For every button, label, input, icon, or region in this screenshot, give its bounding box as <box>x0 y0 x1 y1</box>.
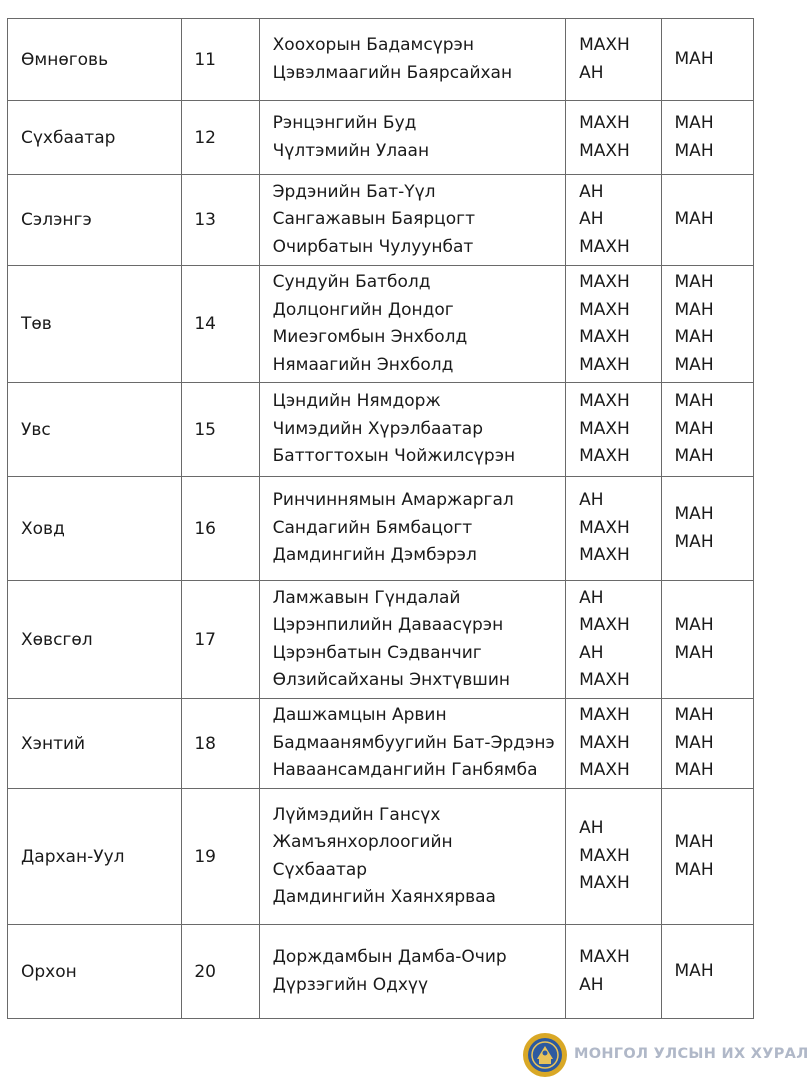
table-row <box>8 477 754 581</box>
district-number: 13 <box>194 210 216 230</box>
party-label: МАХН <box>579 418 630 439</box>
party-label: МАХН <box>579 140 630 161</box>
aimag-name: Сэлэнгэ <box>21 210 92 230</box>
aimag-name: Орхон <box>21 961 77 982</box>
district-number-cell <box>182 581 259 699</box>
member-name: Очирбатын Чулуунбат <box>272 236 474 257</box>
table-row <box>8 581 754 699</box>
table-row <box>8 266 754 383</box>
party-label: МАХН <box>579 299 630 320</box>
seat-cell <box>661 925 753 1019</box>
member-name: Сундуйн Батболд <box>272 272 431 292</box>
member-name: Ламжавын Гүндалай <box>272 587 461 608</box>
aimag-cell <box>8 101 182 175</box>
seat-cell <box>661 383 753 477</box>
aimag-name: Өмнөговь <box>21 49 109 70</box>
seat-label: МАН <box>674 705 714 726</box>
party-label: МАХН <box>579 670 630 690</box>
party-label: АН <box>579 62 604 83</box>
seat-label: МАН <box>674 615 714 635</box>
party-label: МАХН <box>579 732 630 753</box>
member-name: Наваансамдангийн Ганбямба <box>272 760 538 781</box>
member-name: Миеэгомбын Энхболд <box>272 327 468 347</box>
district-number: 12 <box>194 127 216 148</box>
member-name: Чимэдийн Хүрэлбаатар <box>272 418 483 439</box>
table-row <box>8 699 754 789</box>
party-label: МАХН <box>579 354 630 375</box>
member-name: Дашжамцын Арвин <box>272 705 447 726</box>
seat-label: МАН <box>674 446 714 467</box>
district-number-cell <box>182 789 259 925</box>
member-name: Дорждамбын Дамба-Очир <box>272 947 507 967</box>
member-names-cell <box>259 699 565 789</box>
district-number-cell <box>182 175 259 266</box>
aimag-name: Дархан-Уул <box>21 846 125 867</box>
district-number: 14 <box>194 314 216 334</box>
party-label: МАХН <box>579 272 630 292</box>
member-name: Сангажавын Баярцогт <box>272 209 475 230</box>
member-name: Хоохорын Бадамсүрэн <box>272 35 475 55</box>
district-number: 15 <box>194 419 216 440</box>
party-label: МАХН <box>579 845 630 866</box>
party-label: АН <box>579 587 604 608</box>
district-number-cell <box>182 383 259 477</box>
seat-label: МАН <box>674 391 714 412</box>
party-label: АН <box>579 209 604 230</box>
seat-label: МАН <box>674 531 714 552</box>
member-name: Дүрзэгийн Одхүү <box>272 974 429 995</box>
aimag-name: Сүхбаатар <box>21 127 116 148</box>
seat-label: МАН <box>674 859 714 880</box>
party-cell <box>566 383 661 477</box>
seat-cell <box>661 175 753 266</box>
party-label: АН <box>579 490 604 511</box>
member-names-cell <box>259 266 565 383</box>
member-name: Баттогтохын Чойжилсүрэн <box>272 446 516 467</box>
party-label: МАХН <box>579 947 630 967</box>
member-names-cell <box>259 925 565 1019</box>
member-name: Рэнцэнгийн Буд <box>272 113 417 133</box>
seat-cell <box>661 477 753 581</box>
table-row <box>8 19 754 101</box>
member-name: Өлзийсайханы Энхтүвшин <box>272 670 511 690</box>
table-row <box>8 925 754 1019</box>
seat-cell <box>661 789 753 925</box>
party-label: МАХН <box>579 113 630 133</box>
member-names-cell <box>259 789 565 925</box>
seat-label: МАН <box>674 113 714 133</box>
seat-label: МАН <box>674 327 714 347</box>
seat-cell <box>661 699 753 789</box>
district-number: 11 <box>194 49 216 70</box>
table-row <box>8 101 754 175</box>
district-number-cell <box>182 477 259 581</box>
party-cell <box>566 101 661 175</box>
member-names-cell <box>259 383 565 477</box>
party-cell <box>566 581 661 699</box>
party-label: МАХН <box>579 545 630 566</box>
party-label: МАХН <box>579 446 630 467</box>
member-name: Сүхбаатар <box>272 859 368 880</box>
district-number-cell <box>182 266 259 383</box>
member-name: Сандагийн Бямбацогт <box>272 517 473 538</box>
party-label: АН <box>579 974 604 995</box>
footer-logo <box>522 1032 809 1080</box>
party-label: АН <box>579 642 604 663</box>
party-label: АН <box>579 181 604 202</box>
seat-label: МАН <box>674 732 714 753</box>
members-table <box>7 18 754 1019</box>
seat-label: МАН <box>674 354 714 375</box>
party-label: МАХН <box>579 705 630 726</box>
state-emblem-seal-icon <box>522 1032 568 1078</box>
member-name: Бадмаанямбуугийн Бат-Эрдэнэ <box>272 732 555 753</box>
aimag-name: Төв <box>21 314 52 334</box>
district-number: 20 <box>194 961 216 982</box>
seat-label: МАН <box>674 504 714 524</box>
seat-label: МАН <box>674 418 714 439</box>
party-cell <box>566 699 661 789</box>
table-row <box>8 175 754 266</box>
seat-label: МАН <box>674 299 714 320</box>
party-label: МАХН <box>579 615 630 635</box>
members-table-body <box>8 19 754 1019</box>
district-number: 16 <box>194 518 216 539</box>
member-name: Дамдингийн Дэмбэрэл <box>272 545 477 566</box>
party-label: АН <box>579 818 604 839</box>
party-label: МАХН <box>579 35 630 55</box>
aimag-cell <box>8 477 182 581</box>
member-name: Ринчиннямын Амаржаргал <box>272 490 514 511</box>
aimag-cell <box>8 789 182 925</box>
member-name: Дамдингийн Хаянхярваа <box>272 887 496 907</box>
table-row <box>8 383 754 477</box>
member-name: Чүлтэмийн Улаан <box>272 140 430 161</box>
party-cell <box>566 789 661 925</box>
table-row <box>8 789 754 925</box>
member-name: Долцонгийн Дондог <box>272 299 454 320</box>
aimag-cell <box>8 699 182 789</box>
seat-label: МАН <box>674 832 714 852</box>
district-number: 19 <box>194 846 216 867</box>
party-label: МАХН <box>579 517 630 538</box>
member-name: Цэвэлмаагийн Баярсайхан <box>272 62 513 83</box>
aimag-cell <box>8 581 182 699</box>
member-name: Нямаагийн Энхболд <box>272 354 454 375</box>
party-cell <box>566 477 661 581</box>
seat-cell <box>661 266 753 383</box>
seat-label: МАН <box>674 48 714 69</box>
party-cell <box>566 925 661 1019</box>
member-name: Лүймэдийн Гансүх <box>272 804 441 825</box>
aimag-cell <box>8 19 182 101</box>
aimag-name: Хөвсгөл <box>21 629 93 650</box>
seat-label: МАН <box>674 960 714 981</box>
seat-cell <box>661 581 753 699</box>
seat-label: МАН <box>674 140 714 161</box>
district-number: 18 <box>194 733 216 754</box>
aimag-cell <box>8 175 182 266</box>
party-label: МАХН <box>579 327 630 347</box>
member-names-cell <box>259 477 565 581</box>
seat-cell <box>661 101 753 175</box>
district-number: 17 <box>194 629 216 650</box>
party-cell <box>566 266 661 383</box>
member-names-cell <box>259 101 565 175</box>
member-name: Цэндийн Нямдорж <box>272 391 441 412</box>
member-name: Цэрэнбатын Сэдванчиг <box>272 642 482 663</box>
aimag-cell <box>8 925 182 1019</box>
party-label: МАХН <box>579 236 630 257</box>
member-names-cell <box>259 175 565 266</box>
aimag-name: Увс <box>21 419 51 440</box>
seat-label: МАН <box>674 272 714 292</box>
member-name: Эрдэнийн Бат-Үүл <box>272 181 436 202</box>
member-name: Цэрэнпилийн Даваасүрэн <box>272 615 504 635</box>
aimag-name: Ховд <box>21 518 65 539</box>
party-cell <box>566 19 661 101</box>
seat-label: МАН <box>674 642 714 663</box>
seat-label: МАН <box>674 760 714 781</box>
member-names-cell <box>259 581 565 699</box>
district-number-cell <box>182 19 259 101</box>
aimag-cell <box>8 383 182 477</box>
member-name: Жамъянхорлоогийн <box>272 832 453 852</box>
seat-label: МАН <box>674 209 714 230</box>
party-label: МАХН <box>579 873 630 894</box>
footer-logo-text: МОНГОЛ УЛСЫН ИХ ХУРАЛ <box>574 1046 809 1062</box>
member-names-cell <box>259 19 565 101</box>
aimag-name: Хэнтий <box>21 733 86 754</box>
district-number-cell <box>182 101 259 175</box>
party-label: МАХН <box>579 391 630 412</box>
district-number-cell <box>182 699 259 789</box>
party-cell <box>566 175 661 266</box>
aimag-cell <box>8 266 182 383</box>
seat-cell <box>661 19 753 101</box>
district-number-cell <box>182 925 259 1019</box>
party-label: МАХН <box>579 760 630 781</box>
